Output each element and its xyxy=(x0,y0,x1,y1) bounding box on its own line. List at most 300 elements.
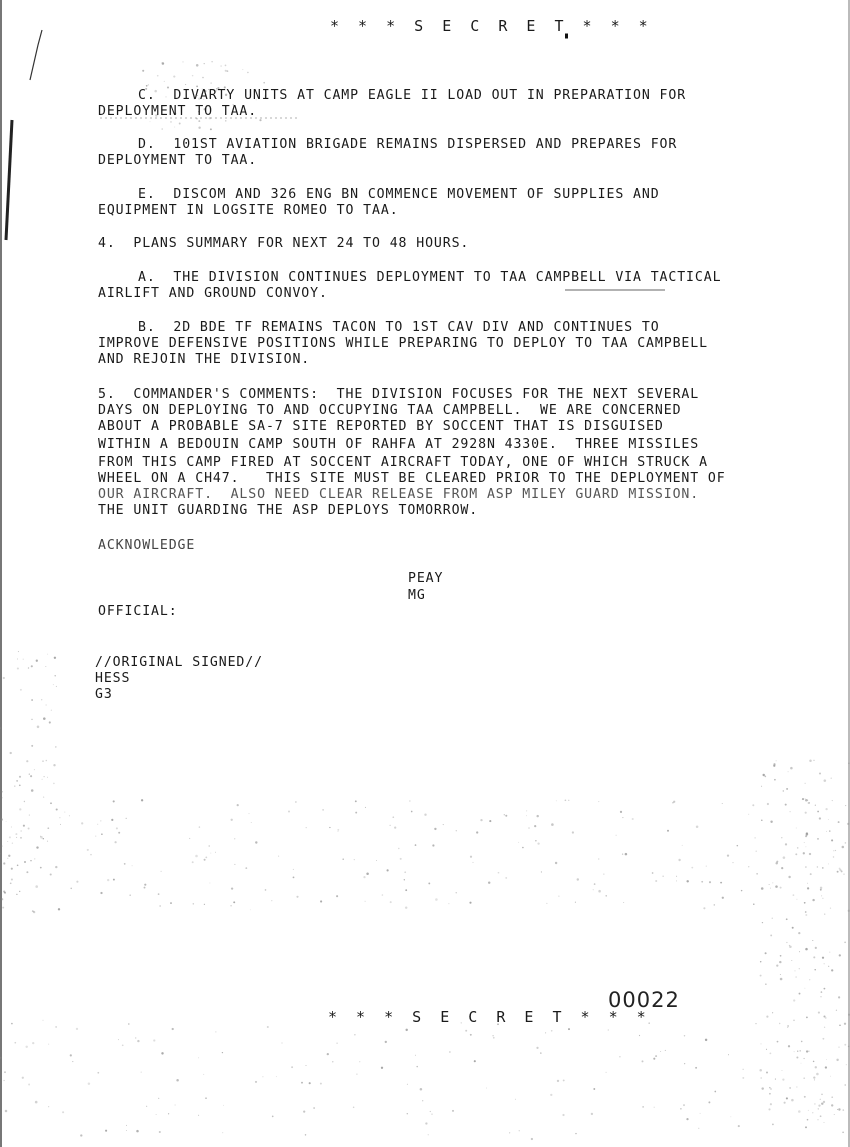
scan-speck xyxy=(847,823,849,825)
scan-speck xyxy=(400,858,402,860)
scan-speck xyxy=(172,1028,174,1030)
scan-speck xyxy=(234,838,235,839)
para-5-line-5: FROM THIS CAMP FIRED AT SOCCENT AIRCRAFT TODAY, ONE OF WHICH STRUCK A xyxy=(98,455,708,470)
para-5-line-4: WITHIN A BEDOUIN CAMP SOUTH OF RAHFA AT 2928N 4330E. THREE MISSILES xyxy=(98,437,700,452)
scan-speck xyxy=(465,1030,467,1032)
scan-speck xyxy=(593,1088,595,1090)
scan-speck xyxy=(551,823,554,826)
scan-speck xyxy=(822,898,823,899)
scan-speck xyxy=(404,879,405,880)
scan-speck xyxy=(306,1065,307,1066)
scan-speck xyxy=(220,65,222,67)
scan-speck xyxy=(12,843,13,844)
scan-speck xyxy=(786,942,787,943)
scan-speck xyxy=(295,801,296,802)
para-d-line-1: D. 101ST AVIATION BRIGADE REMAINS DISPERSED AND PREPARES FOR xyxy=(138,137,678,152)
scan-speck xyxy=(759,1069,762,1072)
scan-speck xyxy=(411,811,413,813)
scan-speck xyxy=(170,121,172,123)
scan-speck xyxy=(161,62,162,63)
scan-speck xyxy=(732,862,733,863)
scan-speck xyxy=(809,760,812,763)
scan-speck xyxy=(698,1128,699,1129)
scan-speck xyxy=(435,898,438,901)
scan-speck xyxy=(332,1061,333,1062)
scan-speck xyxy=(174,127,175,128)
scan-speck xyxy=(755,850,756,851)
scan-speck xyxy=(28,1084,30,1086)
scan-speck xyxy=(19,891,20,892)
scan-speck xyxy=(848,910,850,912)
scan-speck xyxy=(796,827,797,828)
scan-speck xyxy=(831,778,832,779)
original-signed: //ORIGINAL SIGNED// xyxy=(95,655,263,670)
scan-speck xyxy=(809,853,811,855)
scan-speck xyxy=(522,847,524,849)
scan-speck xyxy=(809,802,810,803)
scan-speck xyxy=(54,657,56,659)
scan-speck xyxy=(780,955,782,957)
scan-speck xyxy=(817,811,819,813)
scan-speck xyxy=(632,818,634,820)
scan-speck xyxy=(255,841,257,843)
scan-speck xyxy=(565,799,567,801)
scan-speck xyxy=(709,881,711,883)
scan-speck xyxy=(652,872,654,874)
classification-header: * * * S E C R E T * * * xyxy=(330,17,653,35)
scan-speck xyxy=(818,1104,820,1106)
scan-speck xyxy=(222,1052,223,1053)
scan-speck xyxy=(748,814,749,815)
scan-speck xyxy=(242,69,243,70)
scan-speck xyxy=(788,876,790,878)
scan-speck xyxy=(526,815,527,816)
scan-speck xyxy=(769,1093,771,1095)
scan-speck xyxy=(443,824,444,825)
scan-speck xyxy=(10,752,12,754)
scan-speck xyxy=(817,866,818,867)
scan-speck xyxy=(488,881,490,883)
scan-speck xyxy=(700,1113,701,1114)
scan-speck xyxy=(568,1028,570,1030)
scan-speck xyxy=(159,1131,161,1133)
scan-speck xyxy=(45,666,46,667)
scan-speck xyxy=(54,675,55,676)
scan-speck xyxy=(15,833,17,835)
scan-speck xyxy=(551,1030,553,1032)
scan-speck xyxy=(667,830,669,832)
scan-speck xyxy=(824,913,825,914)
scan-speck xyxy=(515,1099,516,1100)
scan-speck xyxy=(829,952,830,953)
scan-speck xyxy=(505,877,507,879)
scan-speck xyxy=(126,1125,127,1126)
scan-speck xyxy=(26,760,28,762)
scan-speck xyxy=(11,868,13,870)
scan-speck xyxy=(30,775,32,777)
scan-speck xyxy=(278,856,279,857)
scan-speck xyxy=(842,1131,844,1133)
scan-speck xyxy=(31,789,34,792)
scan-speck xyxy=(812,899,814,901)
scan-speck xyxy=(807,1119,809,1121)
scan-speck xyxy=(132,865,133,866)
scan-speck xyxy=(255,1081,257,1083)
scan-speck xyxy=(833,850,834,851)
scan-speck xyxy=(56,686,57,687)
scan-speck xyxy=(824,988,826,990)
scan-speck xyxy=(100,892,102,894)
para-5-line-6: WHEEL ON A CH47. THIS SITE MUST BE CLEARED PRIOR TO THE DEPLOYMENT OF xyxy=(98,471,726,486)
scan-speck xyxy=(30,860,31,861)
scan-speck xyxy=(831,1096,833,1098)
scan-speck xyxy=(124,863,126,865)
scan-speck xyxy=(469,902,471,904)
scan-speck xyxy=(409,800,410,801)
scan-speck xyxy=(531,1138,533,1140)
scan-speck xyxy=(0,853,1,855)
scan-speck xyxy=(622,853,623,854)
scan-speck xyxy=(129,894,131,896)
scan-speck xyxy=(787,1027,788,1028)
scan-speck xyxy=(756,873,757,874)
scan-speck xyxy=(237,804,239,806)
scan-speck xyxy=(676,876,677,877)
scan-speck xyxy=(486,1088,487,1089)
scan-speck xyxy=(805,799,808,802)
scan-speck xyxy=(537,842,539,844)
scan-speck xyxy=(774,779,776,781)
scan-speck xyxy=(420,1088,423,1091)
scan-speck xyxy=(25,1046,27,1048)
scan-speck xyxy=(806,833,809,836)
scan-speck xyxy=(262,1076,263,1077)
scan-speck xyxy=(822,1038,824,1040)
para-4a-line-2: AIRLIFT AND GROUND CONVOY. xyxy=(98,286,328,301)
scan-speck xyxy=(29,815,30,816)
scan-speck xyxy=(158,893,160,895)
scan-speck xyxy=(813,1076,815,1078)
scan-speck xyxy=(31,699,33,701)
scan-speck xyxy=(271,900,272,901)
scan-speck xyxy=(422,1100,423,1101)
scan-speck xyxy=(1,898,3,900)
scan-speck xyxy=(1,791,2,792)
scan-speck xyxy=(46,704,47,705)
scan-speck xyxy=(817,1119,818,1120)
scan-speck xyxy=(390,825,391,826)
scan-speck xyxy=(2,907,4,909)
scan-speck xyxy=(342,858,343,859)
scan-speck xyxy=(51,710,52,711)
scan-speck xyxy=(653,1058,655,1060)
scan-speck xyxy=(655,880,657,882)
scan-speck xyxy=(762,774,764,776)
scan-speck xyxy=(562,1114,564,1116)
scan-speck xyxy=(783,790,784,791)
scan-speck xyxy=(772,1124,774,1126)
scan-speck xyxy=(365,807,366,808)
scan-speck xyxy=(20,837,22,839)
scan-speck xyxy=(234,864,235,865)
scan-speck xyxy=(493,1037,495,1039)
scan-speck xyxy=(843,1109,845,1111)
scan-speck xyxy=(818,1108,819,1109)
scan-speck xyxy=(5,1110,8,1113)
para-4b-line-1: B. 2D BDE TF REMAINS TACON TO 1ST CAV DIV AND CONTINUES TO xyxy=(138,320,660,335)
scan-mark-line xyxy=(30,30,42,80)
scan-speck xyxy=(803,852,805,854)
scan-speck xyxy=(838,1046,839,1047)
scan-speck xyxy=(526,810,527,811)
scan-speck xyxy=(432,844,434,846)
scan-speck xyxy=(41,699,42,700)
scan-speck xyxy=(40,867,42,869)
scan-speck xyxy=(55,746,57,748)
scan-speck xyxy=(276,1076,277,1077)
scan-speck xyxy=(830,908,831,909)
scan-speck xyxy=(267,1026,269,1028)
scan-speck xyxy=(449,1051,451,1053)
scan-speck xyxy=(164,81,165,82)
scan-speck xyxy=(761,820,763,822)
scan-speck xyxy=(805,914,807,916)
scan-speck xyxy=(663,876,664,877)
scan-speck xyxy=(796,1056,798,1058)
scan-speck xyxy=(489,820,491,822)
scan-speck xyxy=(842,846,845,849)
scan-speck xyxy=(828,819,829,820)
scan-speck xyxy=(575,1133,576,1134)
para-5-line-1: 5. COMMANDER'S COMMENTS: THE DIVISION FOCUSES FOR THE NEXT SEVERAL xyxy=(98,387,700,402)
signature-rank: MG xyxy=(408,588,426,603)
scan-speck xyxy=(722,897,724,899)
scan-speck xyxy=(114,841,116,843)
scan-speck xyxy=(150,121,151,122)
scan-speck xyxy=(812,940,813,941)
scan-speck xyxy=(424,814,426,816)
scan-speck xyxy=(146,85,148,87)
scan-speck xyxy=(6,821,7,822)
scan-speck xyxy=(456,830,457,831)
scan-speck xyxy=(781,867,783,869)
scan-speck xyxy=(676,880,677,881)
scan-speck xyxy=(825,1066,827,1068)
scan-speck xyxy=(821,1094,822,1095)
scan-speck xyxy=(536,1047,538,1049)
scan-speck xyxy=(404,871,406,873)
scan-speck xyxy=(799,1050,800,1051)
scan-speck xyxy=(808,1050,810,1052)
scan-speck xyxy=(846,1064,847,1065)
scan-speck xyxy=(210,128,212,130)
scan-speck xyxy=(683,1104,685,1106)
scan-speck xyxy=(673,801,675,803)
scan-speck xyxy=(743,1069,744,1070)
scan-speck xyxy=(765,984,766,985)
scan-speck xyxy=(36,660,38,662)
scan-speck xyxy=(821,1102,823,1104)
scan-speck xyxy=(769,1087,771,1089)
scan-speck xyxy=(796,899,797,900)
scan-speck xyxy=(738,1125,740,1127)
scan-speck xyxy=(768,1108,770,1110)
scan-speck xyxy=(829,830,830,831)
scan-speck xyxy=(804,842,805,843)
scan-speck xyxy=(107,879,109,881)
scan-speck xyxy=(728,1054,729,1055)
scan-speck xyxy=(804,1096,806,1098)
scan-speck xyxy=(159,905,160,906)
scan-speck xyxy=(80,1134,82,1136)
scan-speck xyxy=(405,906,407,908)
scan-speck xyxy=(247,72,248,73)
scan-speck xyxy=(766,1016,768,1018)
scan-speck xyxy=(354,859,355,860)
scan-speck xyxy=(392,816,394,818)
scan-speck xyxy=(789,945,790,946)
scan-speck xyxy=(775,885,778,888)
scan-speck xyxy=(305,1134,306,1135)
scan-speck xyxy=(3,677,5,679)
scan-speck xyxy=(753,904,754,905)
scan-speck xyxy=(772,882,773,883)
scan-speck xyxy=(655,1055,657,1057)
scan-speck xyxy=(678,859,680,861)
scan-speck xyxy=(760,975,762,977)
scan-speck xyxy=(193,903,194,904)
scan-speck xyxy=(714,1091,716,1093)
scan-speck xyxy=(838,996,840,998)
scan-speck xyxy=(832,800,833,801)
scan-speck xyxy=(814,1079,815,1080)
scan-speck xyxy=(136,1130,139,1133)
scan-speck xyxy=(203,1074,204,1075)
scan-speck xyxy=(31,719,32,720)
scan-speck xyxy=(3,862,5,864)
scan-speck xyxy=(306,827,307,828)
scan-speck xyxy=(714,904,716,906)
scan-speck xyxy=(43,796,44,797)
scan-speck xyxy=(839,869,841,871)
scan-speck xyxy=(87,849,89,851)
scan-speck xyxy=(577,878,579,880)
scan-speck xyxy=(839,954,841,956)
scan-speck xyxy=(431,1114,432,1115)
scan-speck xyxy=(591,1113,593,1115)
scan-speck xyxy=(815,947,817,949)
scan-speck xyxy=(760,1077,762,1079)
scan-speck xyxy=(425,1122,427,1124)
para-5-line-7: OUR AIRCRAFT. ALSO NEED CLEAR RELEASE FROM ASP MILEY GUARD MISSION. xyxy=(98,487,700,502)
scan-speck xyxy=(428,882,430,884)
para-d-line-2: DEPLOYMENT TO TAA. xyxy=(98,153,258,168)
scan-speck xyxy=(773,763,775,765)
scan-speck xyxy=(741,890,742,891)
scan-speck xyxy=(320,900,322,902)
classification-footer: * * * S E C R E T * * * xyxy=(328,1008,651,1026)
scan-speck xyxy=(761,786,762,787)
scan-speck xyxy=(113,879,115,881)
scan-speck xyxy=(797,1051,798,1052)
scan-speck xyxy=(470,1034,472,1036)
scan-speck xyxy=(448,903,449,904)
scan-speck xyxy=(805,846,806,847)
scan-speck xyxy=(760,961,761,962)
scan-speck xyxy=(555,862,557,864)
scan-speck xyxy=(97,824,98,825)
scan-speck xyxy=(118,1039,119,1040)
scan-speck xyxy=(777,1041,779,1043)
scan-speck xyxy=(336,1042,338,1044)
scan-speck xyxy=(752,804,754,806)
scan-speck xyxy=(288,810,290,812)
scan-speck xyxy=(826,1059,827,1060)
scan-speck xyxy=(17,667,19,669)
scan-speck xyxy=(848,763,849,764)
scan-speck xyxy=(616,835,617,836)
scan-speck xyxy=(476,831,478,833)
scan-speck xyxy=(682,845,683,846)
scan-speck xyxy=(843,873,845,875)
scan-speck xyxy=(10,882,12,884)
scan-speck xyxy=(100,820,101,821)
scan-speck xyxy=(639,1035,640,1036)
scan-speck xyxy=(608,1030,609,1031)
scan-speck xyxy=(415,844,417,846)
scan-speck xyxy=(50,802,52,804)
scan-speck xyxy=(153,1039,155,1041)
scan-speck xyxy=(706,866,707,867)
scan-speck xyxy=(0,728,1,729)
scan-speck xyxy=(366,873,369,876)
scan-speck xyxy=(505,815,507,817)
scan-speck xyxy=(327,1053,329,1055)
scan-speck xyxy=(836,1059,838,1061)
scan-speck xyxy=(198,127,200,129)
scan-speck xyxy=(11,1023,13,1025)
scan-speck xyxy=(782,1078,784,1080)
scan-speck xyxy=(43,717,46,720)
scan-speck xyxy=(4,1071,6,1073)
scan-speck xyxy=(770,1088,771,1089)
scan-speck xyxy=(625,853,628,856)
scan-speck xyxy=(222,1132,223,1133)
scan-speck xyxy=(1,818,3,820)
scan-speck xyxy=(46,760,48,762)
para-5-line-8: THE UNIT GUARDING THE ASP DEPLOYS TOMORROW. xyxy=(98,503,479,518)
scan-speck xyxy=(179,123,181,125)
scan-speck xyxy=(72,1061,73,1062)
scan-speck xyxy=(838,821,840,823)
scan-speck xyxy=(19,776,21,778)
scan-speck xyxy=(605,895,606,896)
scan-speck xyxy=(76,881,78,883)
scan-speck xyxy=(31,745,33,747)
scan-speck xyxy=(381,1067,383,1069)
scan-speck xyxy=(407,1084,408,1085)
scan-speck xyxy=(245,867,247,869)
scan-speck xyxy=(498,872,500,874)
scan-speck xyxy=(788,1045,790,1047)
scan-speck xyxy=(470,856,472,858)
scan-speck xyxy=(623,902,624,903)
scan-speck xyxy=(695,1067,697,1069)
para-5-line-3: ABOUT A PROBABLE SA-7 SITE REPORTED BY SOCCENT THAT IS DISGUISED xyxy=(98,419,664,434)
scan-speck xyxy=(755,1023,756,1024)
scan-speck xyxy=(786,918,788,920)
scan-speck xyxy=(737,845,739,847)
